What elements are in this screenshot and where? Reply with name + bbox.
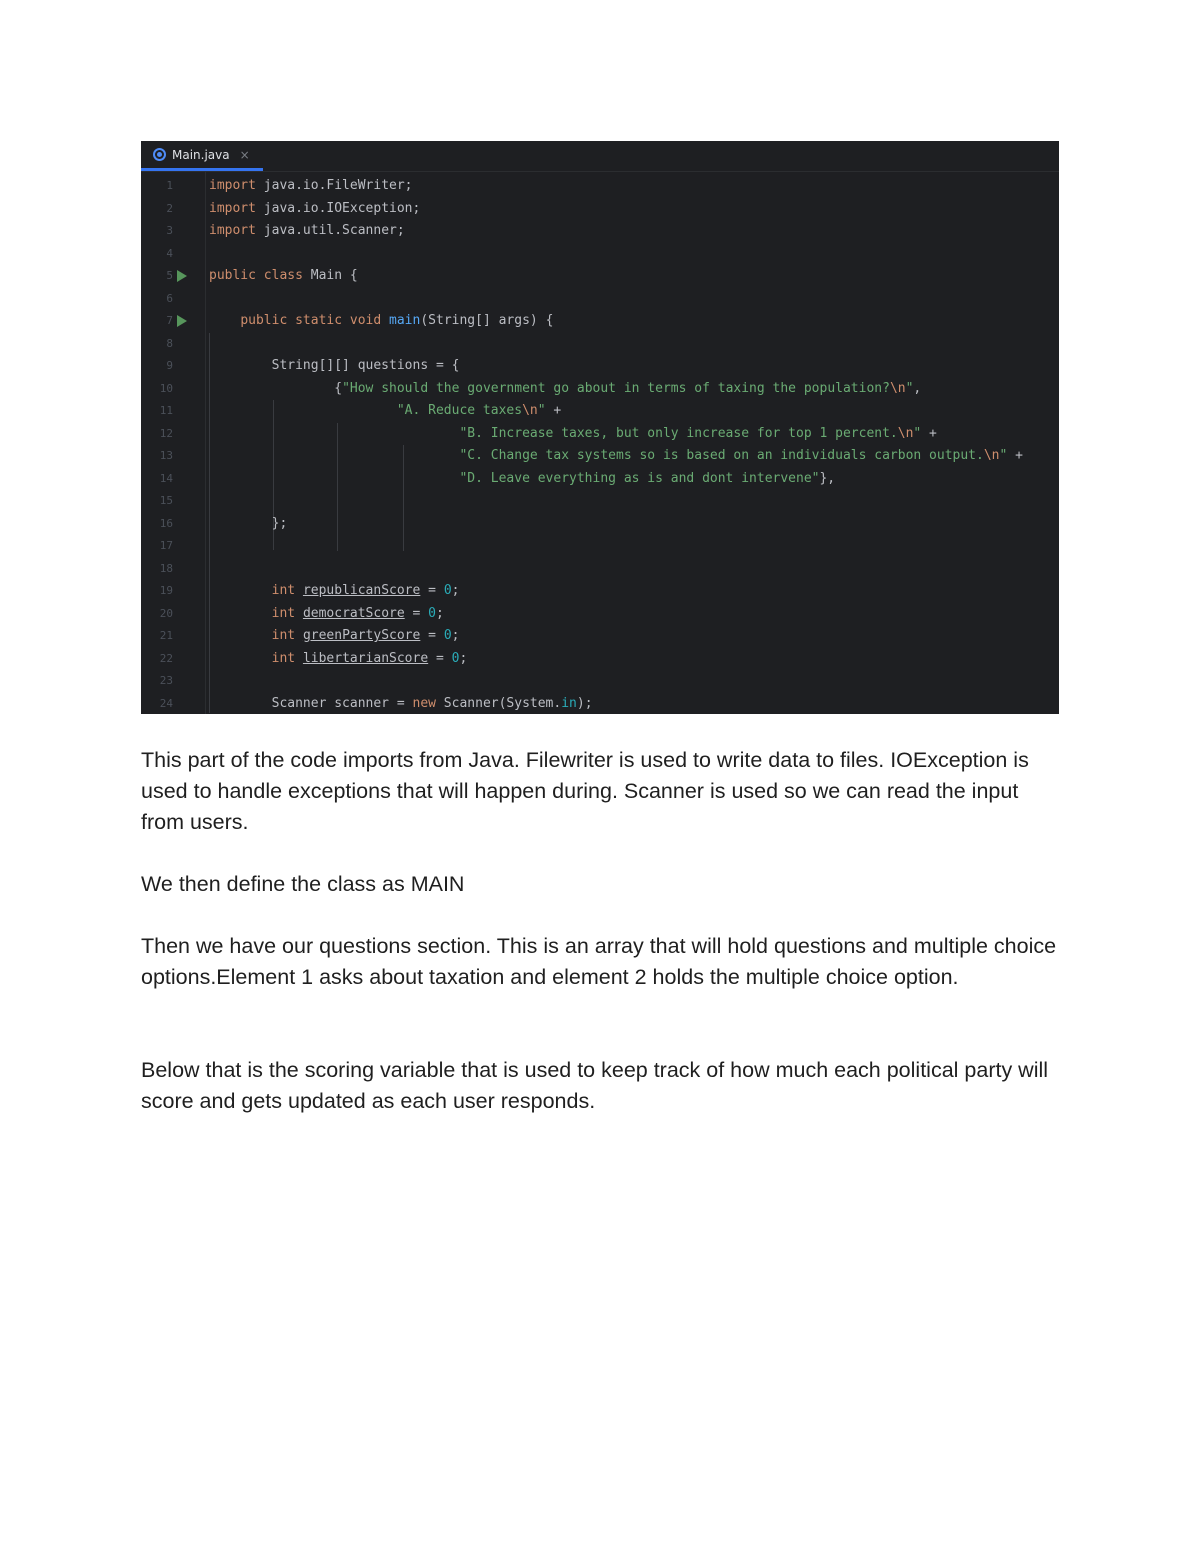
code-area[interactable] bbox=[141, 175, 1059, 714]
code-text: import java.util.Scanner; bbox=[209, 223, 405, 238]
paragraph-scoring: Below that is the scoring variable that is used to keep track of how much each political party will score and gets updated as each user responds. bbox=[141, 1058, 1049, 1113]
line-number: 10 bbox=[159, 381, 173, 395]
code-line[interactable] bbox=[141, 558, 1059, 581]
code-text: int libertarianScore = 0; bbox=[271, 650, 468, 666]
code-line[interactable] bbox=[141, 243, 1059, 266]
line-number: 12 bbox=[159, 426, 173, 440]
editor-tab-bar bbox=[141, 141, 1059, 172]
line-number: 17 bbox=[159, 539, 173, 552]
line-number: 4 bbox=[166, 246, 173, 260]
line-number: 9 bbox=[166, 359, 173, 372]
line-number: 18 bbox=[159, 561, 173, 575]
code-editor-screenshot bbox=[141, 141, 1059, 714]
line-number: 23 bbox=[159, 674, 173, 687]
code-line[interactable] bbox=[141, 265, 1059, 288]
code-text: "C. Change tax systems so is based on an individuals carbon output.\n" + bbox=[459, 448, 1023, 463]
java-class-icon bbox=[153, 148, 166, 161]
code-text: int greenPartyScore = 0; bbox=[271, 628, 460, 643]
code-line[interactable] bbox=[141, 423, 1059, 446]
line-number: 15 bbox=[159, 494, 173, 507]
code-text: }; bbox=[209, 515, 288, 531]
line-number: 6 bbox=[166, 291, 173, 305]
code-line[interactable] bbox=[141, 220, 1059, 243]
line-number: 2 bbox=[166, 201, 173, 215]
code-line[interactable] bbox=[141, 670, 1059, 693]
line-number: 8 bbox=[166, 336, 173, 350]
code-line[interactable] bbox=[141, 355, 1059, 378]
tab-main-java[interactable] bbox=[141, 141, 263, 171]
code-line[interactable] bbox=[141, 513, 1059, 536]
code-line[interactable] bbox=[141, 490, 1059, 513]
line-number: 5 bbox=[166, 269, 173, 282]
paragraph-imports: This part of the code imports from Java. Filewriter is used to write data to files. IOException is used to handle exceptions that will happen during. Scanner is used so we can read the input from users. bbox=[141, 748, 1029, 834]
code-line[interactable] bbox=[141, 310, 1059, 333]
line-number: 16 bbox=[159, 516, 173, 530]
line-number: 14 bbox=[159, 471, 173, 485]
line-number: 20 bbox=[159, 606, 173, 620]
code-text: int democratScore = 0; bbox=[271, 605, 444, 621]
code-line[interactable] bbox=[141, 198, 1059, 221]
code-line[interactable] bbox=[141, 333, 1059, 356]
code-text: Scanner scanner = new Scanner(System.in); bbox=[209, 695, 593, 711]
code-line[interactable] bbox=[141, 445, 1059, 468]
code-text: "B. Increase taxes, but only increase for top 1 percent.\n" + bbox=[459, 425, 937, 441]
code-line[interactable] bbox=[141, 580, 1059, 603]
code-text: "D. Leave everything as is and dont intervene"}, bbox=[459, 470, 836, 486]
tab-label: Main.java bbox=[172, 147, 230, 162]
run-gutter-icon[interactable] bbox=[177, 270, 187, 282]
line-number: 19 bbox=[159, 584, 173, 597]
code-text: "A. Reduce taxes\n" + bbox=[396, 403, 562, 418]
line-number: 24 bbox=[159, 696, 173, 710]
code-line[interactable] bbox=[141, 288, 1059, 311]
code-text: public static void main(String[] args) { bbox=[240, 313, 554, 328]
close-icon[interactable]: × bbox=[239, 147, 250, 162]
code-text: import java.io.FileWriter; bbox=[209, 178, 413, 193]
line-number: 11 bbox=[159, 404, 173, 417]
code-line[interactable] bbox=[141, 400, 1059, 423]
code-line[interactable] bbox=[141, 625, 1059, 648]
paragraph-questions: Then we have our questions section. This is an array that will hold questions and multiple choice options.Element 1 asks about taxation and element 2 holds the multiple choice option. bbox=[141, 934, 1057, 989]
code-text: import java.io.IOException; bbox=[209, 200, 421, 216]
code-text: public class Main { bbox=[209, 268, 358, 283]
line-number: 21 bbox=[159, 629, 173, 642]
line-number: 13 bbox=[159, 449, 173, 462]
paragraph-class: We then define the class as MAIN bbox=[141, 872, 465, 896]
code-line[interactable] bbox=[141, 175, 1059, 198]
code-text: int republicanScore = 0; bbox=[271, 583, 460, 598]
code-line[interactable] bbox=[141, 648, 1059, 671]
code-text: {"How should the government go about in terms of taxing the population?\n", bbox=[209, 380, 922, 396]
code-line[interactable] bbox=[141, 468, 1059, 491]
line-number: 7 bbox=[166, 314, 173, 327]
line-number: 3 bbox=[166, 224, 173, 237]
code-line[interactable] bbox=[141, 693, 1059, 715]
line-number: 22 bbox=[159, 651, 173, 665]
code-line[interactable] bbox=[141, 603, 1059, 626]
code-line[interactable] bbox=[141, 535, 1059, 558]
run-gutter-icon[interactable] bbox=[177, 315, 187, 327]
code-line[interactable] bbox=[141, 378, 1059, 401]
line-number: 1 bbox=[166, 179, 173, 192]
code-text: String[][] questions = { bbox=[209, 358, 460, 373]
